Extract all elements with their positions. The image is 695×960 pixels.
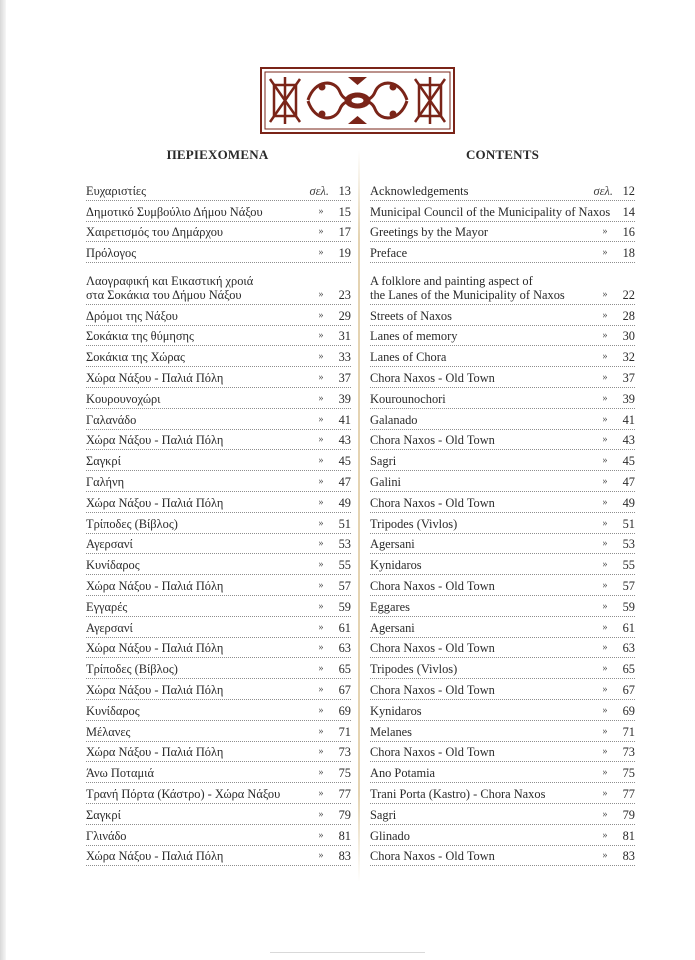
toc-entry bbox=[86, 409, 351, 430]
toc-entry-mark: » bbox=[318, 663, 324, 675]
toc-entry-page: 33 bbox=[338, 350, 351, 365]
toc-entry-mark: » bbox=[602, 371, 608, 383]
toc-entry-mark: » bbox=[318, 538, 324, 550]
toc-entry-mark: » bbox=[318, 455, 324, 467]
toc-entry-page: 47 bbox=[338, 474, 351, 489]
toc-entry-title: Σοκάκια της Χώρας bbox=[86, 350, 185, 365]
toc-entry bbox=[370, 201, 635, 222]
toc-entry-title: Greetings by the Mayor bbox=[370, 225, 489, 240]
toc-entry bbox=[370, 242, 635, 263]
toc-entry-page: 37 bbox=[622, 370, 635, 385]
toc-entry-page: 17 bbox=[338, 225, 351, 240]
toc-entry bbox=[86, 658, 351, 679]
toc-entry-title: Galini bbox=[370, 474, 401, 489]
toc-entry bbox=[86, 534, 351, 555]
toc-entry-title: Χώρα Νάξου - Παλιά Πόλη bbox=[86, 641, 224, 656]
toc-entry bbox=[86, 471, 351, 492]
toc-entry-page: 65 bbox=[338, 662, 351, 677]
toc-entry-mark: » bbox=[318, 746, 324, 758]
toc-entry-title: Μέλανες bbox=[86, 724, 131, 739]
toc-entry-mark: » bbox=[318, 808, 324, 820]
toc-entry bbox=[370, 596, 635, 617]
toc-entry-mark: » bbox=[602, 309, 608, 321]
toc-entry-title: Αγερσανί bbox=[86, 620, 133, 635]
toc-entry bbox=[86, 825, 351, 846]
toc-entry-title: Χώρα Νάξου - Παλιά Πόλη bbox=[86, 495, 224, 510]
toc-entry-title: Ευχαριστίες bbox=[86, 183, 147, 198]
column-divider bbox=[358, 150, 360, 882]
toc-entry bbox=[370, 742, 635, 763]
toc-entry bbox=[370, 492, 635, 513]
toc-entry bbox=[86, 222, 351, 243]
toc-entry-page: 51 bbox=[338, 516, 351, 531]
toc-entry-title: Chora Naxos - Old Town bbox=[370, 682, 495, 697]
toc-entry-mark: » bbox=[602, 683, 608, 695]
toc-entry-mark: » bbox=[602, 538, 608, 550]
toc-entry-title: Chora Naxos - Old Town bbox=[370, 849, 495, 864]
toc-entry-page: 41 bbox=[622, 412, 635, 427]
toc-entry bbox=[370, 638, 635, 659]
toc-entry bbox=[370, 180, 635, 201]
toc-entry bbox=[86, 326, 351, 347]
toc-entry-title: A folklore and painting aspect of the Lanes of the Municipality of Naxos bbox=[370, 273, 565, 302]
toc-entry-page: 19 bbox=[338, 246, 351, 261]
toc-entry-mark: » bbox=[602, 808, 608, 820]
toc-entry bbox=[86, 492, 351, 513]
toc-entry-mark: » bbox=[602, 351, 608, 363]
toc-entry-page: 53 bbox=[338, 537, 351, 552]
toc-entry bbox=[86, 305, 351, 326]
toc-entry-mark: » bbox=[318, 579, 324, 591]
toc-entry-title: Σοκάκια της θύμησης bbox=[86, 329, 194, 344]
toc-entry-mark: » bbox=[318, 434, 324, 446]
toc-entry-title: Preface bbox=[370, 246, 408, 261]
toc-entry-title: Τρίποδες (Βίβλος) bbox=[86, 516, 178, 531]
toc-entry-page: 55 bbox=[622, 558, 635, 573]
toc-entry-title: Τρίποδες (Βίβλος) bbox=[86, 662, 178, 677]
toc-entry bbox=[370, 700, 635, 721]
toc-entry-mark: » bbox=[602, 517, 608, 529]
toc-entry-page: 12 bbox=[622, 183, 635, 198]
toc-entry-title: Glinado bbox=[370, 828, 410, 843]
toc-entry-page: 43 bbox=[622, 433, 635, 448]
toc-entry bbox=[370, 721, 635, 742]
toc-entry-page: 69 bbox=[338, 703, 351, 718]
toc-entry-title: Kynidaros bbox=[370, 703, 422, 718]
toc-entry-mark: » bbox=[602, 288, 608, 300]
toc-entry-mark: » bbox=[602, 621, 608, 633]
toc-entry bbox=[86, 762, 351, 783]
toc-entry-title: Agersani bbox=[370, 620, 415, 635]
toc-entry-mark: » bbox=[602, 496, 608, 508]
toc-entry-mark: » bbox=[602, 746, 608, 758]
toc-entry-title: Δημοτικό Συμβούλιο Δήμου Νάξου bbox=[86, 204, 263, 219]
toc-entry-title: Lanes of memory bbox=[370, 329, 458, 344]
toc-entry bbox=[370, 575, 635, 596]
toc-entry-mark: » bbox=[318, 475, 324, 487]
toc-entry-title: Χαιρετισμός του Δημάρχου bbox=[86, 225, 224, 240]
toc-entry-page: 49 bbox=[622, 495, 635, 510]
toc-entry bbox=[86, 513, 351, 534]
toc-entry bbox=[86, 450, 351, 471]
toc-entry-title: Galanado bbox=[370, 412, 418, 427]
toc-entry bbox=[370, 679, 635, 700]
toc-entry bbox=[370, 513, 635, 534]
toc-entry-title: Σαγκρί bbox=[86, 807, 121, 822]
toc-entry bbox=[86, 388, 351, 409]
toc-entry-title: Χώρα Νάξου - Παλιά Πόλη bbox=[86, 745, 224, 760]
toc-entry-mark: » bbox=[602, 663, 608, 675]
toc-entry-mark: » bbox=[318, 767, 324, 779]
toc-entry-title: Χώρα Νάξου - Παλιά Πόλη bbox=[86, 433, 224, 448]
toc-entry-page: 75 bbox=[338, 766, 351, 781]
toc-entry-mark: » bbox=[318, 704, 324, 716]
toc-entry-mark: » bbox=[602, 247, 608, 259]
toc-entry bbox=[86, 700, 351, 721]
toc-entry-title: Χώρα Νάξου - Παλιά Πόλη bbox=[86, 682, 224, 697]
toc-entry-title: Chora Naxos - Old Town bbox=[370, 745, 495, 760]
toc-entry bbox=[370, 846, 635, 867]
toc-entry-page: 71 bbox=[338, 724, 351, 739]
toc-entry-title: Tripodes (Vivlos) bbox=[370, 516, 458, 531]
toc-entry-mark: » bbox=[318, 351, 324, 363]
toc-entry-page: 45 bbox=[338, 454, 351, 469]
toc-entry bbox=[86, 180, 351, 201]
toc-entry-title: Λαογραφική και Εικαστική χροιά στα Σοκάκια του Δήμου Νάξου bbox=[86, 273, 254, 302]
toc-entry-page: 49 bbox=[338, 495, 351, 510]
toc-entry-title: Γλινάδο bbox=[86, 828, 127, 843]
toc-entry-title: Acknowledgements bbox=[370, 183, 469, 198]
toc-entry-title: Agersani bbox=[370, 537, 415, 552]
ornament-header-icon bbox=[260, 67, 455, 134]
toc-entry bbox=[86, 242, 351, 263]
toc-entry-title: Kourounochori bbox=[370, 391, 446, 406]
page-edge-shadow bbox=[0, 0, 6, 960]
toc-entry-title: Melanes bbox=[370, 724, 412, 739]
toc-entry-mark: » bbox=[602, 392, 608, 404]
toc-entry-page: 59 bbox=[338, 599, 351, 614]
toc-entry-mark: » bbox=[602, 330, 608, 342]
toc-entry-mark: » bbox=[318, 496, 324, 508]
toc-entry bbox=[370, 617, 635, 638]
toc-entry-page: 13 bbox=[338, 183, 351, 198]
toc-entry-title: Άνω Ποταμιά bbox=[86, 766, 154, 781]
toc-entry bbox=[370, 222, 635, 243]
toc-entry bbox=[86, 596, 351, 617]
toc-entry-page: 57 bbox=[622, 578, 635, 593]
toc-entry-page: 57 bbox=[338, 578, 351, 593]
toc-entry-page: 28 bbox=[622, 308, 635, 323]
toc-entry-page: 83 bbox=[622, 849, 635, 864]
toc-entry bbox=[86, 346, 351, 367]
toc-entry bbox=[370, 263, 635, 305]
toc-entry bbox=[370, 658, 635, 679]
toc-entry-page: 18 bbox=[622, 246, 635, 261]
toc-english bbox=[370, 180, 635, 866]
toc-entry-mark: » bbox=[602, 600, 608, 612]
toc-entry-mark: » bbox=[602, 725, 608, 737]
toc-entry-page: 41 bbox=[338, 412, 351, 427]
toc-entry-title: Χώρα Νάξου - Παλιά Πόλη bbox=[86, 578, 224, 593]
toc-entry-mark: » bbox=[318, 205, 324, 217]
toc-entry-title: Γαλήνη bbox=[86, 474, 125, 489]
toc-entry-page: 43 bbox=[338, 433, 351, 448]
toc-entry-page: 29 bbox=[338, 308, 351, 323]
toc-entry bbox=[370, 554, 635, 575]
heading-english: CONTENTS bbox=[465, 147, 540, 162]
toc-entry-title: Εγγαρές bbox=[86, 599, 128, 614]
toc-entry-mark: » bbox=[602, 829, 608, 841]
toc-entry-title: Κυνίδαρος bbox=[86, 703, 140, 718]
toc-entry bbox=[86, 783, 351, 804]
toc-entry-page: 67 bbox=[622, 682, 635, 697]
toc-entry-mark: » bbox=[602, 787, 608, 799]
toc-entry bbox=[86, 721, 351, 742]
toc-entry-mark: » bbox=[318, 226, 324, 238]
toc-entry-title: Streets of Naxos bbox=[370, 308, 452, 323]
toc-entry-mark: » bbox=[318, 787, 324, 799]
toc-entry-mark: » bbox=[318, 309, 324, 321]
toc-entry-page: 61 bbox=[338, 620, 351, 635]
toc-entry-title: Kynidaros bbox=[370, 558, 422, 573]
toc-entry-mark: » bbox=[318, 371, 324, 383]
toc-entry-mark: σελ. bbox=[309, 183, 329, 198]
toc-entry-page: 79 bbox=[338, 807, 351, 822]
toc-entry bbox=[370, 825, 635, 846]
toc-entry-page: 45 bbox=[622, 454, 635, 469]
toc-entry-title: Ano Potamia bbox=[370, 766, 436, 781]
toc-entry-mark: » bbox=[602, 767, 608, 779]
toc-entry bbox=[86, 201, 351, 222]
toc-entry-page: 61 bbox=[622, 620, 635, 635]
toc-entry-mark: » bbox=[602, 226, 608, 238]
toc-entry-mark: » bbox=[318, 683, 324, 695]
toc-entry bbox=[86, 367, 351, 388]
toc-entry-page: 79 bbox=[622, 807, 635, 822]
toc-entry-title: Tripodes (Vivlos) bbox=[370, 662, 458, 677]
toc-entry-title: Κουρουνοχώρι bbox=[86, 391, 161, 406]
toc-entry bbox=[86, 679, 351, 700]
toc-entry-mark: » bbox=[318, 517, 324, 529]
toc-entry-mark: » bbox=[318, 330, 324, 342]
toc-entry-page: 69 bbox=[622, 703, 635, 718]
toc-entry-page: 22 bbox=[622, 287, 635, 302]
toc-entry-title: Χώρα Νάξου - Παλιά Πόλη bbox=[86, 370, 224, 385]
toc-entry bbox=[370, 430, 635, 451]
toc-entry-mark: » bbox=[602, 704, 608, 716]
toc-entry-page: 37 bbox=[338, 370, 351, 385]
toc-entry-title: Trani Porta (Kastro) - Chora Naxos bbox=[370, 786, 546, 801]
toc-entry bbox=[86, 804, 351, 825]
toc-entry-mark: » bbox=[602, 475, 608, 487]
toc-entry bbox=[370, 326, 635, 347]
toc-entry-mark: » bbox=[602, 434, 608, 446]
toc-entry-page: 51 bbox=[622, 516, 635, 531]
toc-entry-title: Sagri bbox=[370, 454, 397, 469]
toc-entry-page: 16 bbox=[622, 225, 635, 240]
toc-entry-page: 73 bbox=[622, 745, 635, 760]
toc-entry bbox=[370, 388, 635, 409]
toc-entry-page: 75 bbox=[622, 766, 635, 781]
toc-entry-title: Chora Naxos - Old Town bbox=[370, 578, 495, 593]
toc-entry-mark: » bbox=[602, 413, 608, 425]
toc-entry-mark: » bbox=[318, 725, 324, 737]
toc-entry bbox=[86, 263, 351, 305]
bottom-rule bbox=[270, 952, 425, 953]
toc-entry bbox=[86, 575, 351, 596]
toc-entry bbox=[370, 534, 635, 555]
toc-entry-mark: » bbox=[318, 392, 324, 404]
toc-entry-mark: » bbox=[318, 600, 324, 612]
toc-entry-page: 81 bbox=[338, 828, 351, 843]
toc-entry bbox=[370, 471, 635, 492]
toc-entry bbox=[370, 804, 635, 825]
toc-entry-page: 15 bbox=[338, 204, 351, 219]
heading-greek: ΠΕΡΙΕΧΟΜΕΝΑ bbox=[166, 147, 269, 162]
toc-entry-title: Πρόλογος bbox=[86, 246, 137, 261]
toc-entry bbox=[370, 346, 635, 367]
toc-greek bbox=[86, 180, 351, 866]
toc-entry-title: Αγερσανί bbox=[86, 537, 133, 552]
toc-entry-title: Eggares bbox=[370, 599, 410, 614]
toc-entry-title: Τρανή Πόρτα (Κάστρο) - Χώρα Νάξου bbox=[86, 786, 281, 801]
toc-entry-page: 53 bbox=[622, 537, 635, 552]
toc-entry-page: 59 bbox=[622, 599, 635, 614]
toc-entry-page: 65 bbox=[622, 662, 635, 677]
toc-entry bbox=[86, 742, 351, 763]
toc-entry bbox=[370, 783, 635, 804]
toc-entry-mark: » bbox=[318, 642, 324, 654]
toc-entry-page: 32 bbox=[622, 350, 635, 365]
toc-entry-title: Σαγκρί bbox=[86, 454, 121, 469]
toc-entry-title: Κυνίδαρος bbox=[86, 558, 140, 573]
toc-entry-page: 55 bbox=[338, 558, 351, 573]
toc-entry-title: Γαλανάδο bbox=[86, 412, 137, 427]
toc-entry-mark: » bbox=[602, 850, 608, 862]
toc-entry-page: 47 bbox=[622, 474, 635, 489]
toc-entry bbox=[370, 367, 635, 388]
toc-entry-mark: » bbox=[602, 455, 608, 467]
toc-entry-title: Municipal Council of the Municipality of Naxos bbox=[370, 204, 611, 219]
toc-entry-mark: σελ. bbox=[593, 183, 613, 198]
toc-entry bbox=[86, 430, 351, 451]
toc-entry-mark: » bbox=[602, 579, 608, 591]
toc-entry-mark: » bbox=[602, 559, 608, 571]
toc-entry-page: 67 bbox=[338, 682, 351, 697]
toc-entry-mark: » bbox=[318, 247, 324, 259]
toc-entry bbox=[86, 617, 351, 638]
toc-entry bbox=[86, 638, 351, 659]
toc-entry-mark: » bbox=[318, 559, 324, 571]
toc-entry-mark: » bbox=[602, 642, 608, 654]
toc-entry-page: 14 bbox=[622, 204, 635, 219]
toc-entry-page: 77 bbox=[338, 786, 351, 801]
toc-entry-page: 63 bbox=[338, 641, 351, 656]
toc-entry-page: 30 bbox=[622, 329, 635, 344]
toc-entry-page: 31 bbox=[338, 329, 351, 344]
toc-entry-page: 23 bbox=[338, 287, 351, 302]
toc-entry-mark: » bbox=[318, 621, 324, 633]
toc-entry bbox=[86, 846, 351, 867]
toc-entry-title: Chora Naxos - Old Town bbox=[370, 370, 495, 385]
toc-entry-mark: » bbox=[318, 288, 324, 300]
toc-entry-title: Δρόμοι της Νάξου bbox=[86, 308, 178, 323]
toc-entry bbox=[370, 409, 635, 430]
toc-entry-mark: » bbox=[318, 413, 324, 425]
toc-entry-title: Chora Naxos - Old Town bbox=[370, 641, 495, 656]
toc-entry-title: Χώρα Νάξου - Παλιά Πόλη bbox=[86, 849, 224, 864]
toc-entry-page: 77 bbox=[622, 786, 635, 801]
toc-entry bbox=[86, 554, 351, 575]
toc-entry-page: 81 bbox=[622, 828, 635, 843]
toc-entry-title: Lanes of Chora bbox=[370, 350, 447, 365]
toc-entry bbox=[370, 450, 635, 471]
toc-entry-title: Chora Naxos - Old Town bbox=[370, 495, 495, 510]
toc-entry-page: 39 bbox=[622, 391, 635, 406]
toc-entry-page: 63 bbox=[622, 641, 635, 656]
toc-entry-mark: » bbox=[318, 829, 324, 841]
toc-entry-title: Sagri bbox=[370, 807, 397, 822]
toc-entry-mark: » bbox=[318, 850, 324, 862]
toc-entry-page: 39 bbox=[338, 391, 351, 406]
toc-entry-page: 71 bbox=[622, 724, 635, 739]
toc-entry-page: 73 bbox=[338, 745, 351, 760]
toc-entry bbox=[370, 762, 635, 783]
toc-entry bbox=[370, 305, 635, 326]
toc-entry-title: Chora Naxos - Old Town bbox=[370, 433, 495, 448]
toc-entry-page: 83 bbox=[338, 849, 351, 864]
